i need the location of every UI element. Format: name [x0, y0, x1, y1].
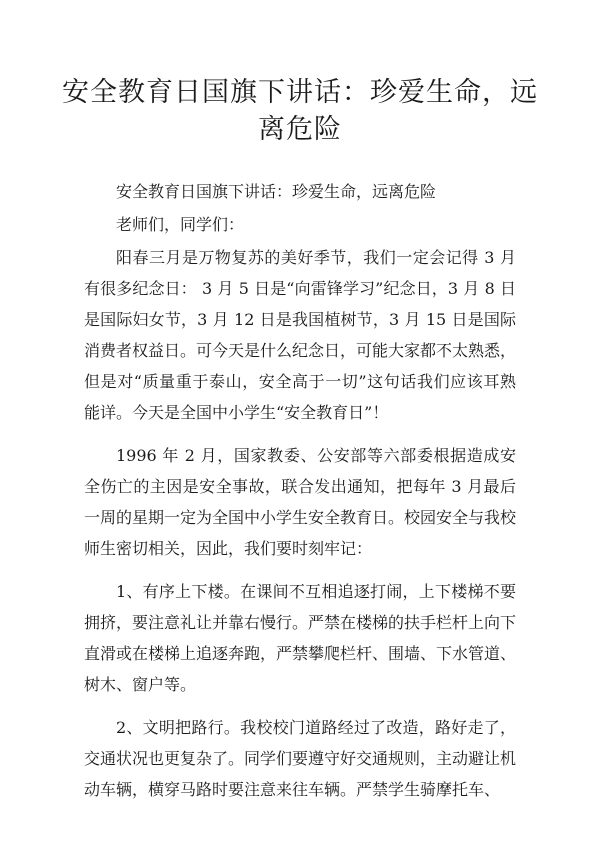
- paragraph-greeting: 老师们，同学们：: [116, 215, 245, 234]
- paragraph-history: 1996 年 2 月，国家教委、公安部等六部委根据造成安全伤亡的主因是安全事故，联合发出通知，把每年 3 月最后一周的星期一定为全国中小学生安全教育日。校园安全与我校师生密切相关，因此，我们要时刻牢记：: [84, 446, 517, 558]
- document-title: 安全教育日国旗下讲话：珍爱生命，远离危险: [62, 77, 538, 145]
- paragraph-memorial-days: 阳春三月是万物复苏的美好季节，我们一定会记得 3 月有很多纪念日： 3 月 5 日是“向雷锋学习”纪念日，3 月 8 日是国际妇女节，3 月 12 日是我国植树节，3 月 15 日是国际消费者权益日。可今天是什么纪念日，可能大家都不太熟悉，但是对“质量重于泰山，安全高于一切”这句话我们应该耳熟能详。今天是全国中小学生“安全教育日”！: [84, 248, 517, 422]
- paragraph-rule-stairs: 1、有序上下楼。在课间不互相追逐打闹，上下楼梯不要拥挤，要注意礼让并靠右慢行。严禁在楼梯的扶手栏杆上向下直滑或在楼梯上追逐奔跑，严禁攀爬栏杆、围墙、下水管道、树木、窗户等。: [84, 582, 517, 694]
- paragraph-rule-road: 2、文明把路行。我校校门道路经过了改造，路好走了，交通状况也更复杂了。同学们要遵守好交通规则，主动避让机动车辆，横穿马路时要注意来往车辆。严禁学生骑摩托车、: [84, 718, 517, 799]
- document-body: [84, 176, 516, 817]
- paragraph-subtitle: 安全教育日国旗下讲话：珍爱生命，远离危险: [116, 182, 437, 201]
